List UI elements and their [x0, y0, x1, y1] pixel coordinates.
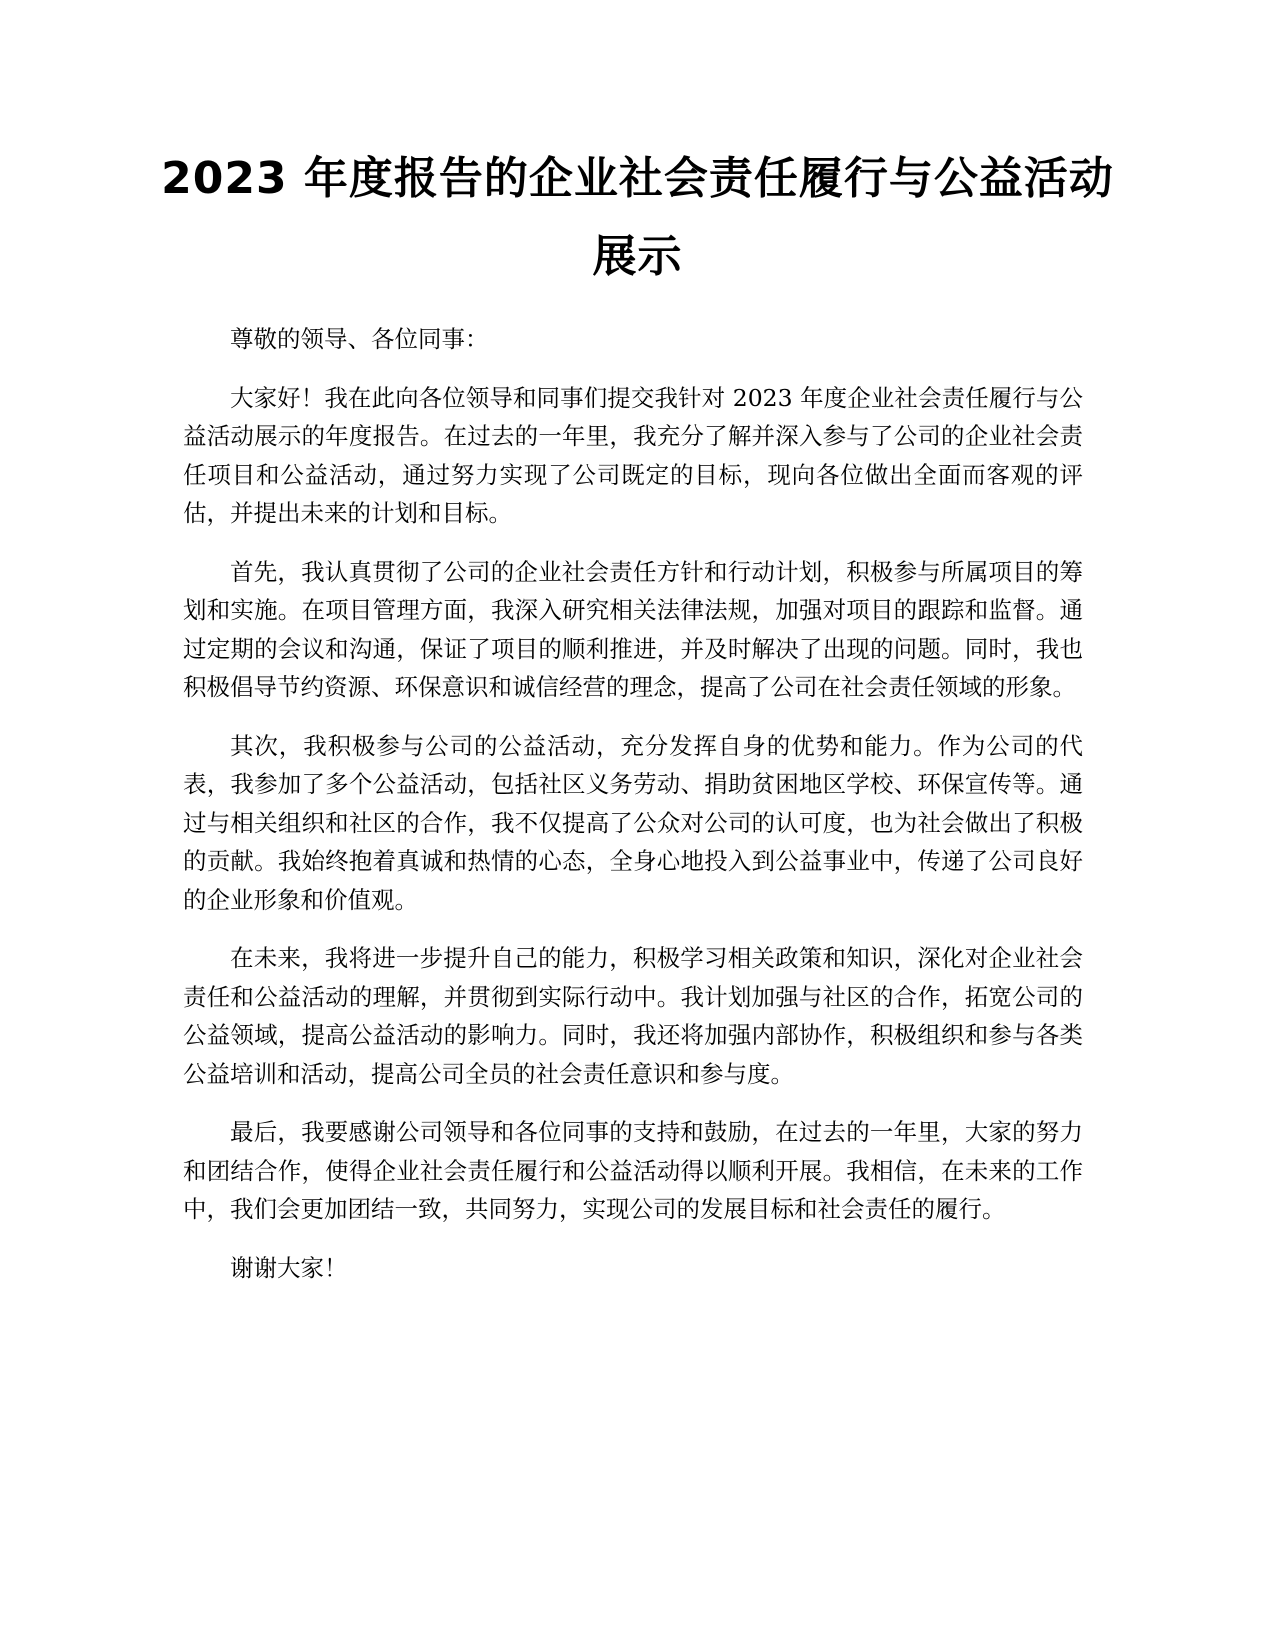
closing: 谢谢大家！	[230, 1253, 348, 1282]
paragraph-intro: 大家好！我在此向各位领导和同事们提交我针对 2023 年度企业社会责任履行与公益活动展示的年度报告。在过去的一年里，我充分了解并深入参与了公司的企业社会责任项目和公益活动，通过努力实现了公司既定的目标，现向各位做出全面而客观的评估，并提出未来的计划和目标。	[183, 383, 1083, 527]
paragraph-second: 其次，我积极参与公司的公益活动，充分发挥自身的优势和能力。作为公司的代表，我参加了多个公益活动，包括社区义务劳动、捐助贫困地区学校、环保宣传等。通过与相关组织和社区的合作，我不仅提高了公众对公司的认可度，也为社会做出了积极的贡献。我始终抱着真诚和热情的心态，全身心地投入到公益事业中，传递了公司良好的企业形象和价值观。	[183, 731, 1083, 914]
paragraph-final: 最后，我要感谢公司领导和各位同事的支持和鼓励，在过去的一年里，大家的努力和团结合作，使得企业社会责任履行和公益活动得以顺利开展。我相信，在未来的工作中，我们会更加团结一致，共同努力，实现公司的发展目标和社会责任的履行。	[183, 1118, 1083, 1223]
paragraph-first: 首先，我认真贯彻了公司的企业社会责任方针和行动计划，积极参与所属项目的筹划和实施。在项目管理方面，我深入研究相关法律法规，加强对项目的跟踪和监督。通过定期的会议和沟通，保证了项目的顺利推进，并及时解决了出现的问题。同时，我也积极倡导节约资源、环保意识和诚信经营的理念，提高了公司在社会责任领域的形象。	[183, 557, 1083, 701]
salutation: 尊敬的领导、各位同事：	[230, 325, 489, 353]
document-title: 2023 年度报告的企业社会责任履行与公益活动展示	[161, 153, 1114, 282]
document-body	[183, 320, 1083, 1307]
paragraph-future: 在未来，我将进一步提升自己的能力，积极学习相关政策和知识，深化对企业社会责任和公益活动的理解，并贯彻到实际行动中。我计划加强与社区的合作，拓宽公司的公益领域，提高公益活动的影响力。同时，我还将加强内部协作，积极组织和参与各类公益培训和活动，提高公司全员的社会责任意识和参与度。	[183, 944, 1083, 1088]
